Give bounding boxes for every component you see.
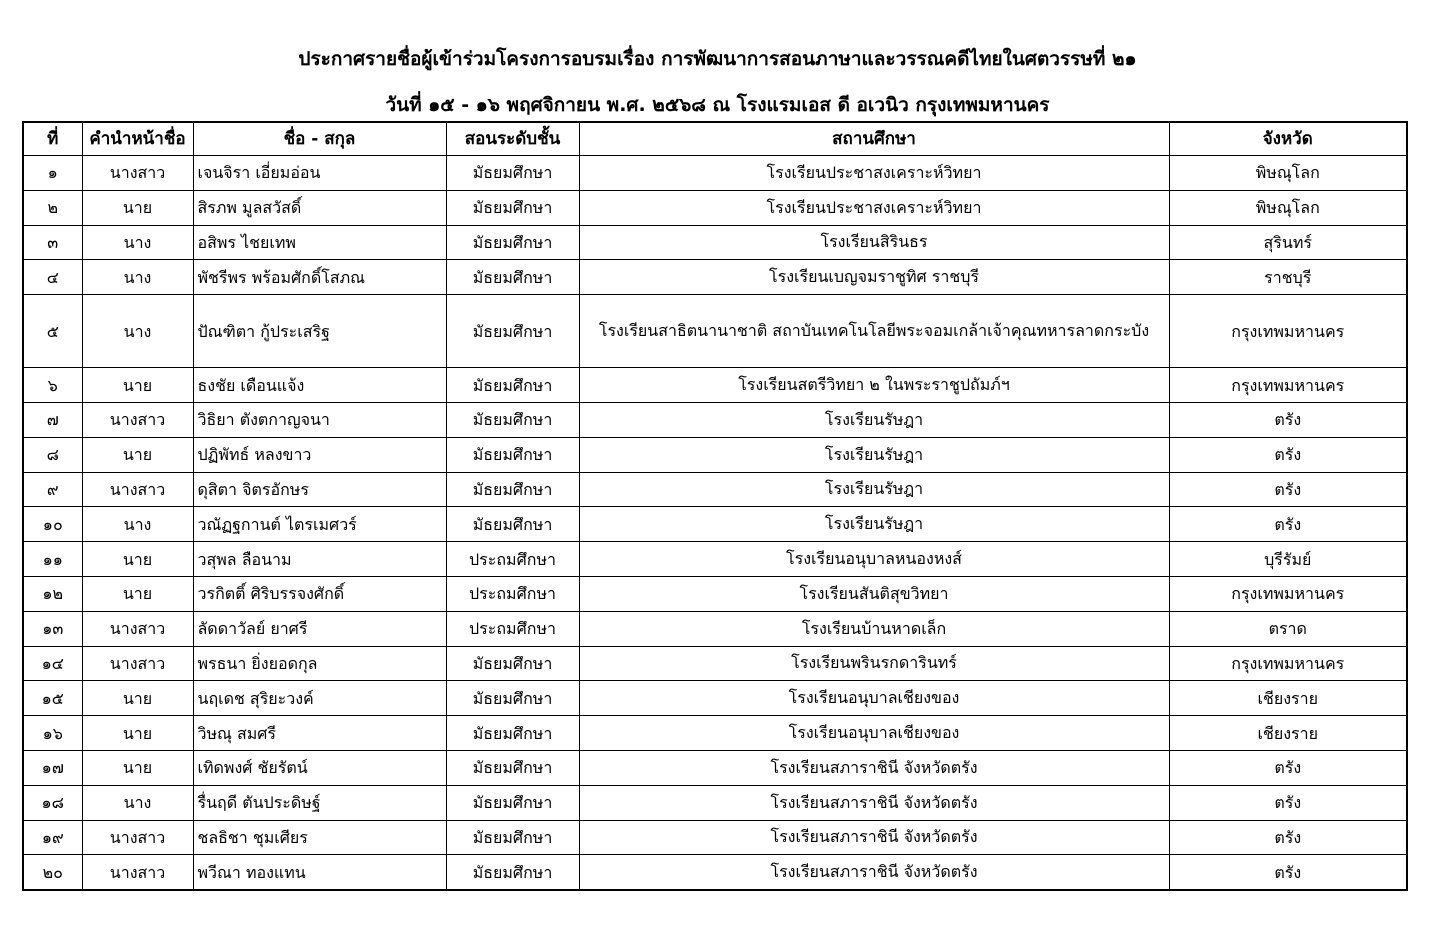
cell-prefix: นางสาว (82, 611, 193, 646)
cell-number: ๑๓ (23, 611, 82, 646)
cell-level: มัธยมศึกษา (446, 368, 579, 403)
cell-number: ๒๐ (23, 855, 82, 890)
cell-number: ๑๔ (23, 646, 82, 681)
cell-level: มัธยมศึกษา (446, 646, 579, 681)
cell-province: กรุงเทพมหานคร (1169, 646, 1407, 681)
cell-province: ตรัง (1169, 855, 1407, 890)
cell-province: เชียงราย (1169, 716, 1407, 751)
table-row (23, 716, 1407, 751)
table-row (23, 820, 1407, 855)
cell-name: อสิพร ไชยเทพ (193, 225, 446, 260)
cell-prefix: นางสาว (82, 855, 193, 890)
cell-school: โรงเรียนพรินรกดารินทร์ (579, 646, 1169, 681)
table-row (23, 437, 1407, 472)
document-title: ประกาศรายชื่อผู้เข้าร่วมโครงการอบรมเรื่อง การพัฒนาการสอนภาษาและวรรณคดีไทยในศตวรรษที่ ๒๑ (298, 48, 1137, 70)
cell-level: มัธยมศึกษา (446, 402, 579, 437)
cell-level: มัธยมศึกษา (446, 716, 579, 751)
cell-prefix: นางสาว (82, 402, 193, 437)
header-level: สอนระดับชั้น (446, 122, 579, 156)
cell-number: ๒ (23, 190, 82, 225)
cell-school: โรงเรียนเบญจมราชูทิศ ราชบุรี (579, 260, 1169, 295)
cell-number: ๓ (23, 225, 82, 260)
cell-name: ธงชัย เดือนแจ้ง (193, 368, 446, 403)
cell-level: มัธยมศึกษา (446, 472, 579, 507)
cell-school: โรงเรียนสภาราชินี จังหวัดตรัง (579, 785, 1169, 820)
cell-school: โรงเรียนรัษฎา (579, 507, 1169, 542)
table-row (23, 507, 1407, 542)
cell-school: โรงเรียนสิรินธร (579, 225, 1169, 260)
cell-prefix: นาย (82, 368, 193, 403)
header-number: ที่ (23, 122, 82, 156)
cell-prefix: นาง (82, 507, 193, 542)
cell-school: โรงเรียนอนุบาลเชียงของ (579, 716, 1169, 751)
cell-province: ตรัง (1169, 785, 1407, 820)
cell-number: ๑๙ (23, 820, 82, 855)
table-row (23, 156, 1407, 191)
cell-prefix: นางสาว (82, 646, 193, 681)
cell-number: ๙ (23, 472, 82, 507)
table-row (23, 260, 1407, 295)
cell-number: ๑๖ (23, 716, 82, 751)
header-province: จังหวัด (1169, 122, 1407, 156)
cell-province: ตรัง (1169, 402, 1407, 437)
cell-school: โรงเรียนรัษฎา (579, 437, 1169, 472)
cell-number: ๑๗ (23, 750, 82, 785)
cell-number: ๑ (23, 156, 82, 191)
cell-school: โรงเรียนสภาราชินี จังหวัดตรัง (579, 750, 1169, 785)
table-row (23, 611, 1407, 646)
cell-prefix: นาย (82, 190, 193, 225)
cell-number: ๔ (23, 260, 82, 295)
cell-name: เจนจิรา เอี่ยมอ่อน (193, 156, 446, 191)
cell-prefix: นาย (82, 542, 193, 577)
cell-prefix: นางสาว (82, 472, 193, 507)
cell-school: โรงเรียนประชาสงเคราะห์วิทยา (579, 190, 1169, 225)
header-prefix: คำนำหน้าชื่อ (82, 122, 193, 156)
cell-name: ดุสิตา จิตรอักษร (193, 472, 446, 507)
cell-number: ๑๑ (23, 542, 82, 577)
cell-prefix: นาง (82, 785, 193, 820)
cell-province: บุรีรัมย์ (1169, 542, 1407, 577)
cell-province: กรุงเทพมหานคร (1169, 368, 1407, 403)
cell-number: ๗ (23, 402, 82, 437)
cell-prefix: นาย (82, 681, 193, 716)
cell-name: ชลธิชา ชุมเศียร (193, 820, 446, 855)
cell-number: ๑๘ (23, 785, 82, 820)
cell-province: พิษณุโลก (1169, 156, 1407, 191)
table-row (23, 576, 1407, 611)
cell-number: ๖ (23, 368, 82, 403)
cell-province: พิษณุโลก (1169, 190, 1407, 225)
cell-level: มัธยมศึกษา (446, 681, 579, 716)
table-row (23, 681, 1407, 716)
cell-name: ลัดดาวัลย์ ยาศรี (193, 611, 446, 646)
cell-name: วสุพล ลือนาม (193, 542, 446, 577)
cell-province: ตรัง (1169, 472, 1407, 507)
cell-level: มัธยมศึกษา (446, 855, 579, 890)
cell-prefix: นางสาว (82, 156, 193, 191)
cell-level: มัธยมศึกษา (446, 295, 579, 368)
cell-school: โรงเรียนรัษฎา (579, 472, 1169, 507)
cell-school: โรงเรียนบ้านหาดเล็ก (579, 611, 1169, 646)
header-school: สถานศึกษา (579, 122, 1169, 156)
cell-province: ตรัง (1169, 507, 1407, 542)
cell-name: สิรภพ มูลสวัสดิ์ (193, 190, 446, 225)
table-row (23, 750, 1407, 785)
cell-name: วรกิตติ์ ศิริบรรจงศักดิ์ (193, 576, 446, 611)
cell-number: ๑๐ (23, 507, 82, 542)
cell-level: มัธยมศึกษา (446, 437, 579, 472)
cell-level: ประถมศึกษา (446, 542, 579, 577)
table-row (23, 225, 1407, 260)
cell-prefix: นาง (82, 225, 193, 260)
table-row (23, 472, 1407, 507)
cell-school: โรงเรียนสตรีวิทยา ๒ ในพระราชูปถัมภ์ฯ (579, 368, 1169, 403)
cell-province: ตรัง (1169, 750, 1407, 785)
cell-prefix: นาย (82, 716, 193, 751)
cell-name: เทิดพงศ์ ชัยรัตน์ (193, 750, 446, 785)
participant-table (22, 121, 1408, 891)
cell-prefix: นาย (82, 437, 193, 472)
cell-name: วิธิยา ตังตกาญจนา (193, 402, 446, 437)
cell-name: วณัฏฐกานต์ ไตรเมศวร์ (193, 507, 446, 542)
cell-level: ประถมศึกษา (446, 576, 579, 611)
cell-school: โรงเรียนประชาสงเคราะห์วิทยา (579, 156, 1169, 191)
table-row (23, 785, 1407, 820)
cell-number: ๑๒ (23, 576, 82, 611)
header-name: ชื่อ - สกุล (193, 122, 446, 156)
cell-name: นฤเดช สุริยะวงค์ (193, 681, 446, 716)
cell-level: มัธยมศึกษา (446, 156, 579, 191)
cell-number: ๘ (23, 437, 82, 472)
cell-name: วิษณุ สมศรี (193, 716, 446, 751)
cell-prefix: นาย (82, 750, 193, 785)
cell-province: เชียงราย (1169, 681, 1407, 716)
cell-school: โรงเรียนอนุบาลเชียงของ (579, 681, 1169, 716)
cell-level: มัธยมศึกษา (446, 190, 579, 225)
cell-province: ราชบุรี (1169, 260, 1407, 295)
cell-number: ๑๕ (23, 681, 82, 716)
table-body (23, 156, 1407, 891)
table-row (23, 295, 1407, 368)
document-subtitle: วันที่ ๑๕ - ๑๖ พฤศจิกายน พ.ศ. ๒๕๖๘ ณ โรงแรมเอส ดี อเวนิว กรุงเทพมหานคร (385, 94, 1050, 116)
cell-prefix: นาง (82, 295, 193, 368)
cell-province: ตราด (1169, 611, 1407, 646)
cell-level: มัธยมศึกษา (446, 507, 579, 542)
table-row (23, 402, 1407, 437)
cell-province: สุรินทร์ (1169, 225, 1407, 260)
cell-province: กรุงเทพมหานคร (1169, 576, 1407, 611)
cell-prefix: นาง (82, 260, 193, 295)
table-row (23, 855, 1407, 890)
cell-prefix: นาย (82, 576, 193, 611)
cell-school: โรงเรียนสภาราชินี จังหวัดตรัง (579, 855, 1169, 890)
cell-name: ปัณฑิตา กู้ประเสริฐ (193, 295, 446, 368)
cell-school: โรงเรียนอนุบาลหนองหงส์ (579, 542, 1169, 577)
cell-number: ๕ (23, 295, 82, 368)
table-row (23, 542, 1407, 577)
cell-level: มัธยมศึกษา (446, 260, 579, 295)
table-row (23, 190, 1407, 225)
cell-school: โรงเรียนสันติสุขวิทยา (579, 576, 1169, 611)
cell-province: ตรัง (1169, 820, 1407, 855)
table-row (23, 646, 1407, 681)
cell-level: มัธยมศึกษา (446, 785, 579, 820)
table-header-row (23, 122, 1407, 156)
cell-province: ตรัง (1169, 437, 1407, 472)
cell-school: โรงเรียนรัษฎา (579, 402, 1169, 437)
cell-school: โรงเรียนสภาราชินี จังหวัดตรัง (579, 820, 1169, 855)
cell-school: โรงเรียนสาธิตนานาชาติ สถาบันเทคโนโลยีพระจอมเกล้าเจ้าคุณทหารลาดกระบัง (579, 295, 1169, 368)
cell-province: กรุงเทพมหานคร (1169, 295, 1407, 368)
table-row (23, 368, 1407, 403)
cell-name: พรธนา ยิ่งยอดกุล (193, 646, 446, 681)
cell-name: ปฏิพัทธ์ หลงขาว (193, 437, 446, 472)
cell-level: มัธยมศึกษา (446, 820, 579, 855)
cell-name: พวีณา ทองแทน (193, 855, 446, 890)
cell-name: รื่นฤดี ตันประดิษฐ์ (193, 785, 446, 820)
cell-level: มัธยมศึกษา (446, 750, 579, 785)
cell-prefix: นางสาว (82, 820, 193, 855)
cell-name: พัชรีพร พร้อมศักดิ์โสภณ (193, 260, 446, 295)
cell-level: มัธยมศึกษา (446, 225, 579, 260)
cell-level: ประถมศึกษา (446, 611, 579, 646)
